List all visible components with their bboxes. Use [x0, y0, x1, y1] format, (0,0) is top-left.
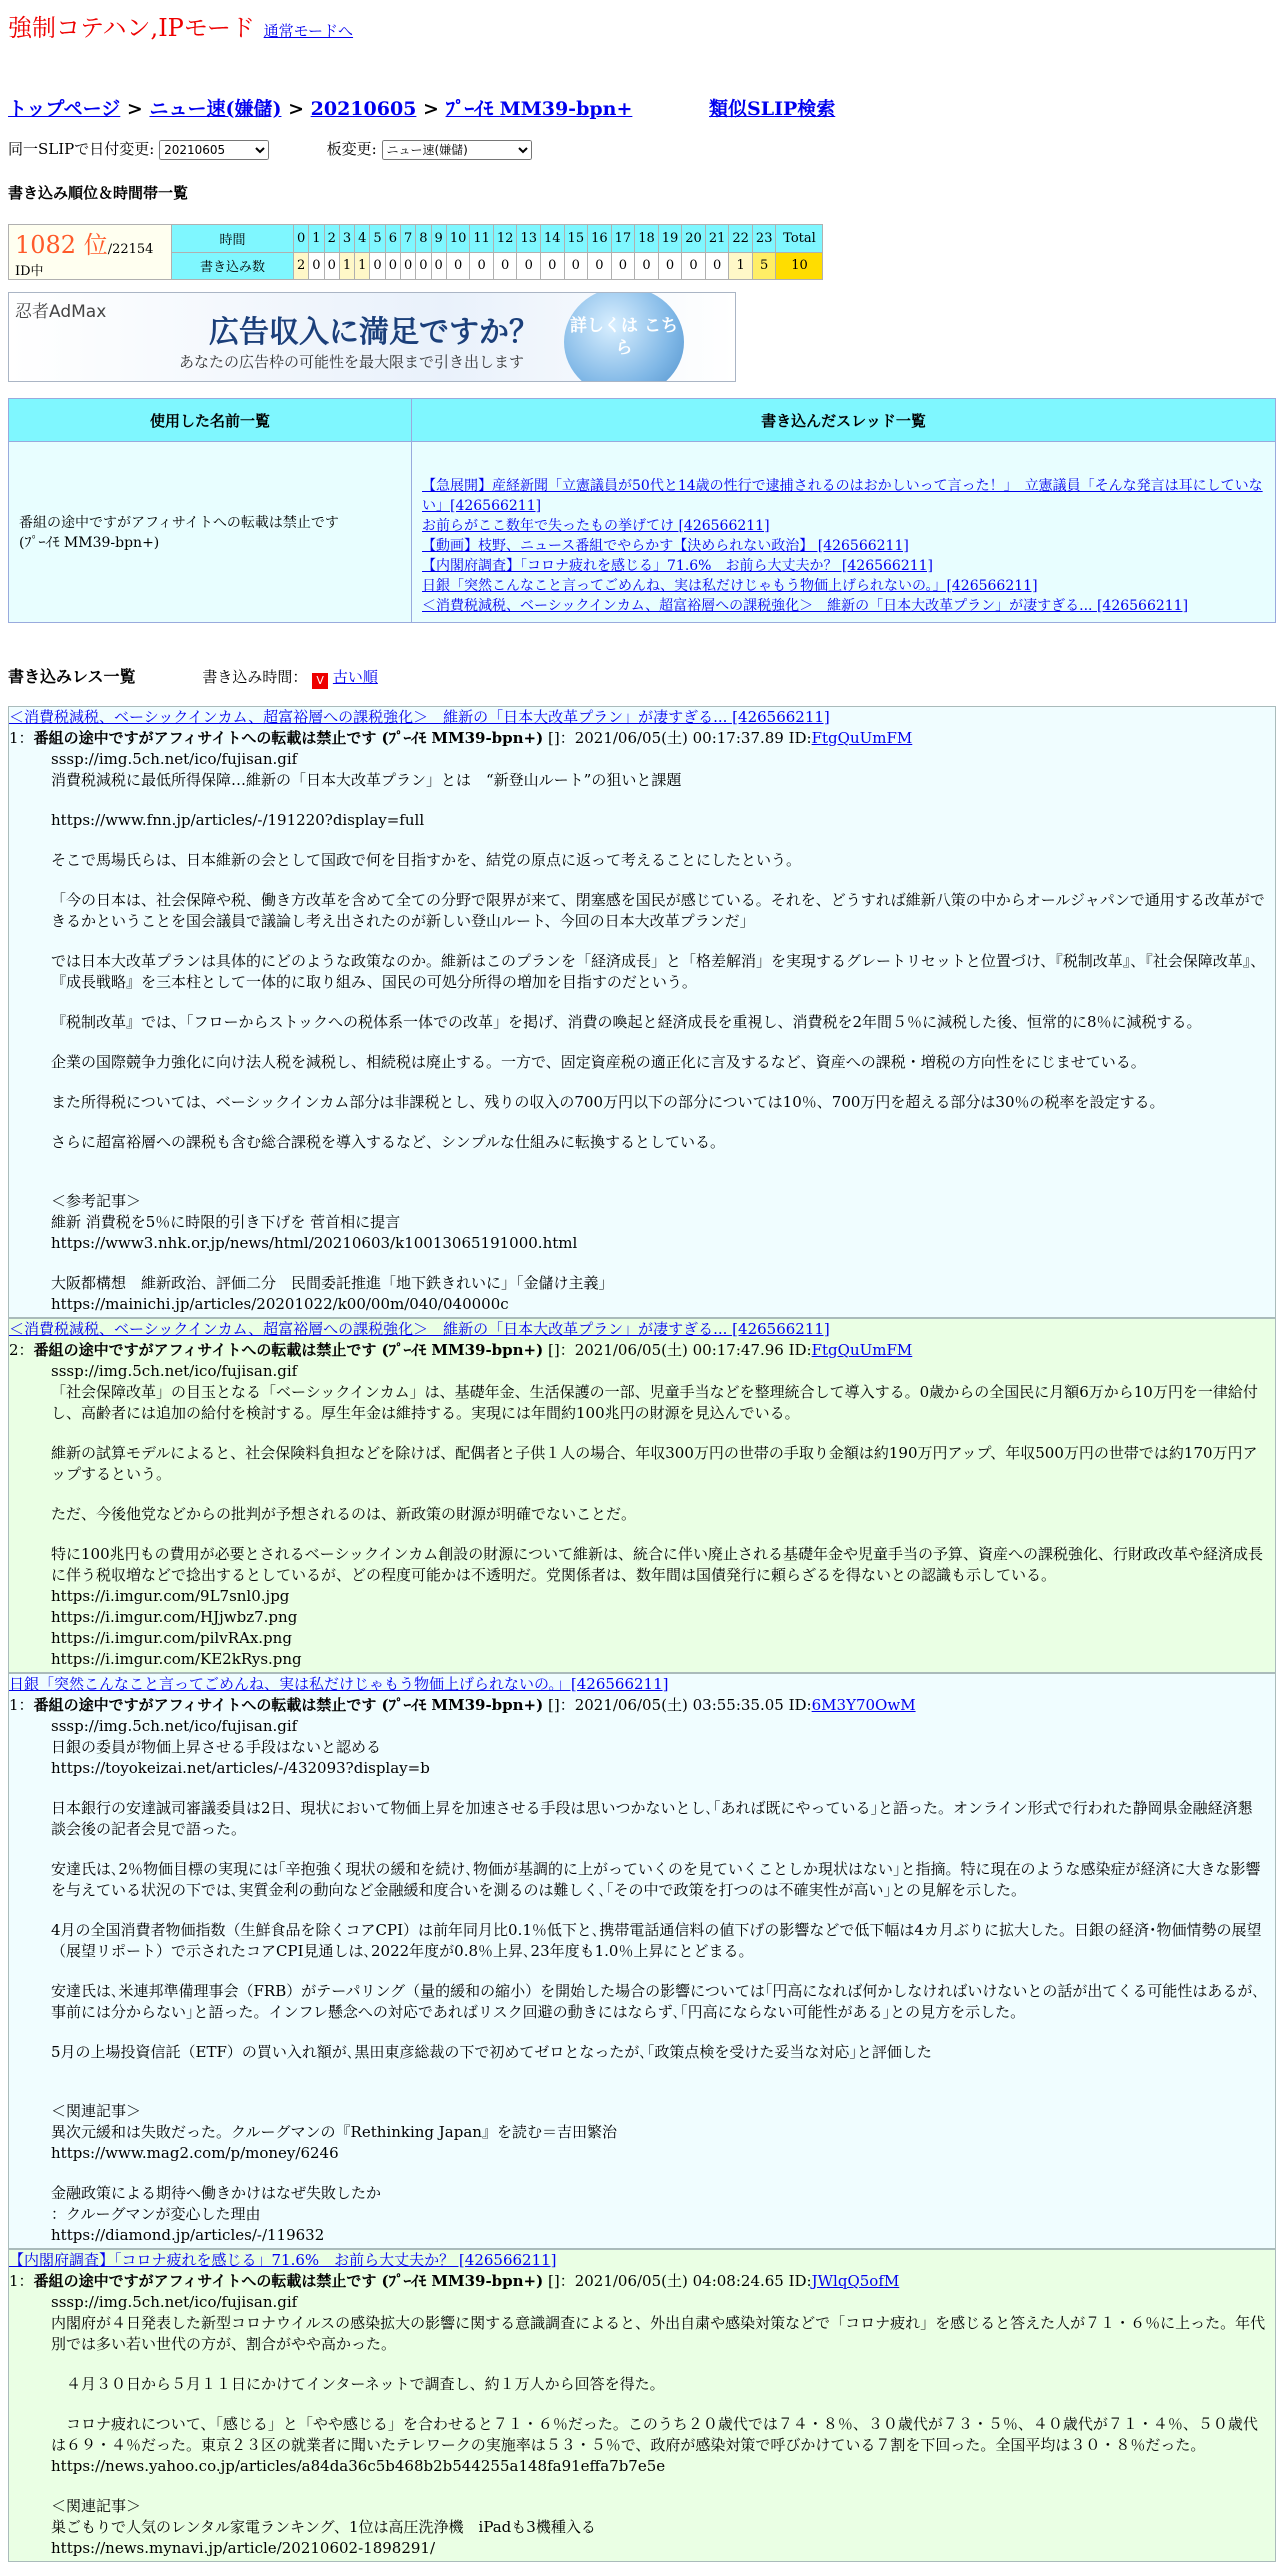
post-number: 1 — [9, 729, 19, 747]
post-thread-link[interactable]: 【内閣府調査】「コロナ疲れを感じる」71.6% お前ら大丈夫か？ [426566211] — [9, 2251, 557, 2269]
count-cell: 0 — [370, 252, 385, 280]
hour-cell: 4 — [355, 225, 370, 253]
res-list-header — [8, 664, 378, 689]
board-change-label: 板変更: — [326, 140, 377, 158]
post-line: 日本銀行の安達誠司審議委員は2日、現状において物価上昇を加速させる手段は思いつかないとし､｢あれば既にやっている｣と語った。オンライン形式で行われた静岡県金融経済懇談会後の記者会見で語った。 — [51, 1799, 1253, 1838]
post-line: 内閣府が４日発表した新型コロナウイルスの感染拡大の影響に関する意識調査によると、外出自粛や感染対策などで「コロナ疲れ」を感じると答えた人が７１・６％に上った。年代別では多い若い世代の方が、割合がやや高かった。 — [51, 2314, 1266, 2353]
count-cell: 1 — [339, 252, 354, 280]
time-label: 時間 — [172, 225, 294, 253]
count-cell: 5 — [752, 252, 776, 280]
thread-link[interactable]: 【急展開】産経新聞「立憲議員が50代と14歳の性行で逮捕されるのはおかしいって言った！」 立憲議員「そんな発言は耳にしていない」[426566211] — [422, 478, 1263, 514]
post-line: 5月の上場投資信託（ETF）の買い入れ額が､黒田東彦総裁の下で初めてゼロとなったが､｢政策点検を受けた妥当な対応｣と評価した — [51, 2043, 932, 2061]
normal-mode-link[interactable]: 通常モードへ — [263, 22, 354, 40]
hour-cell: 9 — [431, 225, 446, 253]
post-line: 安達氏は､米連邦準備理事会（FRB）がテーパリング（量的緩和の縮小）を開始した場合の影響については｢円高になれば何かしなければいけないとの話が出てくる可能性はあるが､事前には分からない｣と語った。インフレ懸念への対応であればリスク回避の動きにはならず､｢円高にならない可能性がある｣との見方を示した。 — [51, 1982, 1260, 2021]
rank-heading: 書き込み順位＆時間帯一覧 — [8, 184, 189, 202]
threads-cell — [412, 442, 1276, 623]
post-line: 大阪都構想 維新政治、評価二分 民間委託推進「地下鉄きれいに」「金儲け主義」 — [51, 1274, 614, 1292]
post-line: 安達氏は､2％物価目標の実現には｢辛抱強く現状の緩和を続け､物価が基調的に上がっていくのを見ていくことしか現状はない｣と指摘。特に現在のような感染症が経済に大きな影響を与えている状況の下では､実質金利の動向など金融緩和度合いを測るのは難しく､｢その中で政策を打つのは不確実性が高い｣との見解を示した。 — [51, 1860, 1261, 1899]
hour-cell: 20 — [682, 225, 706, 253]
count-cell: 0 — [493, 252, 517, 280]
post-author: 番組の途中ですがアフィサイトへの転載は禁止です (ﾌﾟｰｲﾓ MM39-bpn+) — [33, 1341, 544, 1359]
post-line: では日本大改革プランは具体的にどのような政策なのか。維新はこのプランを「経済成長」と「格差解消」を実現するグレートリセットと位置づけ、『税制改革』、『社会保障改革』、『成長戦略』を三本柱として一体的に取り組み、国民の可処分所得の増加を目指すのだという。 — [51, 952, 1266, 991]
post-line: https://www.mag2.com/p/money/6246 — [51, 2144, 339, 2162]
post-number: 1 — [9, 1696, 19, 1714]
hour-cell: 17 — [611, 225, 635, 253]
breadcrumb — [8, 94, 835, 121]
post-line: https://i.imgur.com/HJjwbz7.png — [51, 1608, 298, 1626]
post-number: 1 — [9, 2272, 19, 2290]
post-body — [51, 2292, 1267, 2559]
count-cell: 0 — [611, 252, 635, 280]
breadcrumb-board[interactable]: ニュー速(嫌儲) — [149, 98, 282, 120]
thread-link[interactable]: お前らがここ数年で失ったもの挙げてけ [426566211] — [422, 518, 770, 534]
board-select[interactable] — [382, 140, 532, 160]
hour-cell: 11 — [470, 225, 494, 253]
post-line: ＜関連記事＞ — [51, 2497, 142, 2515]
post-body — [51, 1716, 1267, 2246]
hour-cell: 8 — [416, 225, 431, 253]
post-line: sssp://img.5ch.net/ico/fujisan.gif — [51, 750, 298, 768]
post-id-link[interactable]: 6M3Y70OwM — [811, 1696, 916, 1714]
post-line: 「今の日本は、社会保障や税、働き方改革を含めて全ての分野で限界が来て、閉塞感を国民が感じている。それを、どうすれば維新八策の中からオールジャパンで通用する改革ができるかということを国会議員で議論し考え出されたのが新しい登山ルート、今回の日本大改革プランだ」 — [51, 891, 1265, 930]
post-time-label: 書き込み時間： — [202, 668, 308, 686]
hour-cell: 19 — [658, 225, 682, 253]
post-line: 異次元緩和は失敗だった。クルーグマンの『Rethinking Japan』を読む＝吉田繁治 — [51, 2123, 617, 2141]
count-cell: 0 — [658, 252, 682, 280]
used-name-id: (ﾌﾟｰｲﾓ MM39-bpn+) — [19, 535, 160, 551]
hour-cell: 10 — [446, 225, 470, 253]
count-cell: 1 — [729, 252, 753, 280]
post-line: https://toyokeizai.net/articles/-/432093?display=b — [51, 1759, 430, 1777]
post-thread-link[interactable]: ＜消費税減税、ベーシックインカム、超富裕層への課税強化＞ 維新の「日本大改革プラン」が凄すぎる... [426566211] — [9, 708, 830, 726]
breadcrumb-separator: > — [288, 98, 304, 120]
hour-cell: 14 — [541, 225, 565, 253]
names-threads-table — [8, 398, 1276, 623]
post-body — [51, 749, 1267, 1315]
post-body — [51, 1361, 1267, 1670]
post-line: 「社会保障改革」の目玉となる「ベーシックインカム」は、基礎年金、生活保護の一部、児童手当などを整理統合して導入する。0歳からの全国民に月額6万から10万円を一律給付し、高齢者には追加の給付を検討する。厚生年金は維持する。実現には年間約100兆円の財源を見込んでいる。 — [51, 1383, 1258, 1422]
thread-link[interactable]: 【内閣府調査】「コロナ疲れを感じる」71.6% お前ら大丈夫か？ [426566211] — [422, 558, 934, 574]
post-line: https://diamond.jp/articles/-/119632 — [51, 2226, 325, 2244]
post-meta: []：2021/06/05(土) 00:17:47.96 ID: — [543, 1341, 812, 1359]
post-line: 特に100兆円もの費用が必要とされるベーシックインカム創設の財源について維新は、統合に伴い廃止される基礎年金や児童手当の予算、資産への課税強化、行財政改革や経済成長に伴う税収増などで捻出するとしているが、どの程度可能かは不透明だ。党関係者は、数年間は国債発行に頼らざるを得ないとの認識も示している。 — [51, 1545, 1263, 1584]
post-meta: []：2021/06/05(土) 03:55:35.05 ID: — [543, 1696, 812, 1714]
ad-subtext: あなたの広告枠の可能性を最大限まで引き出します — [179, 353, 525, 371]
post-line: 金融政策による期待へ働きかけはなぜ失敗したか — [51, 2184, 382, 2202]
breadcrumb-top[interactable]: トップページ — [8, 98, 121, 120]
post-line: https://www3.nhk.or.jp/news/html/20210603/k10013065191000.html — [51, 1234, 578, 1252]
hour-cell: 21 — [705, 225, 729, 253]
rank-position: 1082 位 — [15, 231, 108, 259]
count-cell: 0 — [400, 252, 415, 280]
count-label: 書き込み数 — [172, 252, 294, 280]
threads-column-header: 書き込んだスレッド一覧 — [412, 399, 1276, 442]
hour-cell: 23 — [752, 225, 776, 253]
post-id-link[interactable]: FtgQuUmFM — [811, 1341, 913, 1359]
count-cell: 0 — [564, 252, 588, 280]
count-cell: 0 — [682, 252, 706, 280]
count-cell: 1 — [355, 252, 370, 280]
post-meta: []：2021/06/05(土) 04:08:24.65 ID: — [543, 2272, 812, 2290]
post-line: ただ、今後他党などからの批判が予想されるのは、新政策の財源が明確でないことだ。 — [51, 1505, 637, 1523]
post-thread-link[interactable]: 日銀「突然こんなこと言ってごめんね、実は私だけじゃもう物価上げられないの。」[426566211] — [9, 1675, 669, 1693]
ad-logo: 忍者AdMax — [15, 302, 107, 322]
post-line: https://i.imgur.com/9L7snl0.jpg — [51, 1587, 290, 1605]
hour-cell: 7 — [400, 225, 415, 253]
hour-cell: 5 — [370, 225, 385, 253]
post-author: 番組の途中ですがアフィサイトへの転載は禁止です (ﾌﾟｰｲﾓ MM39-bpn+) — [33, 2272, 544, 2290]
count-cell: 2 — [294, 252, 309, 280]
count-cell: 0 — [446, 252, 470, 280]
breadcrumb-date[interactable]: 20210605 — [310, 98, 417, 120]
used-name: 番組の途中ですがアフィサイトへの転載は禁止です — [19, 515, 339, 531]
hour-cell: 22 — [729, 225, 753, 253]
breadcrumb-separator: > — [126, 98, 143, 120]
post-line: ＜関連記事＞ — [51, 2102, 142, 2120]
post — [8, 1673, 1276, 2249]
post-line: sssp://img.5ch.net/ico/fujisan.gif — [51, 1717, 298, 1735]
hour-cell: 13 — [517, 225, 541, 253]
post-line: 『税制改革』では、「フローからストックへの税体系一体での改革」を掲げ、消費の喚起と経済成長を重視し、消費税を2年間５％に減税した後、恒常的に8％に減税する。 — [51, 1013, 1202, 1031]
hour-cell: 15 — [564, 225, 588, 253]
post-id-link[interactable]: JWlqQ5ofM — [811, 2272, 900, 2290]
post-line: https://news.yahoo.co.jp/articles/a84da36c5b468b2b544255a148fa91effa7b7e5e — [51, 2457, 666, 2475]
selects-row — [8, 138, 532, 160]
names-cell — [9, 442, 412, 623]
post-line: https://www.fnn.jp/articles/-/191220?display=full — [51, 811, 425, 829]
similar-slip-search-link[interactable]: 類似SLIP検索 — [709, 98, 836, 120]
rank-cell — [9, 225, 172, 280]
post-line: 消費税減税に最低所得保障…維新の「日本大改革プラン」とは “新登山ルート”の狙いと課題 — [51, 771, 682, 789]
posts-list — [8, 706, 1276, 2562]
breadcrumb-slip[interactable]: ﾌﾟｰｲﾓ MM39-bpn+ — [445, 98, 633, 120]
post-line: また所得税については、ベーシックインカム部分は非課税とし、残りの収入の700万円以下の部分については10％、700万円を超える部分は30％の税率を設定する。 — [51, 1093, 1165, 1111]
post-id-link[interactable]: FtgQuUmFM — [811, 729, 913, 747]
mode-bar — [8, 8, 353, 43]
count-cell: 0 — [635, 252, 659, 280]
date-select[interactable] — [159, 140, 269, 160]
hour-cell: 12 — [493, 225, 517, 253]
hour-cell: 16 — [588, 225, 612, 253]
breadcrumb-separator: > — [423, 98, 439, 120]
post-number: 2 — [9, 1341, 19, 1359]
count-cell: 0 — [705, 252, 729, 280]
post-line: ＜参考記事＞ — [51, 1192, 142, 1210]
post-line: ：クルーグマンが変心した理由 — [51, 2205, 261, 2223]
hour-cell: 2 — [324, 225, 339, 253]
count-cell: 0 — [588, 252, 612, 280]
count-cell: 0 — [416, 252, 431, 280]
count-cell: 0 — [309, 252, 324, 280]
post-header: 1：番組の途中ですがアフィサイトへの転載は禁止です (ﾌﾟｰｲﾓ MM39-bpn+) []：2021/06/05(土) 03:55:35.05 ID:6M3Y70OwM — [9, 1696, 916, 1714]
hour-cell: 18 — [635, 225, 659, 253]
hour-cell: 1 — [309, 225, 324, 253]
post-line: https://mainichi.jp/articles/20201022/k00/00m/040/040000c — [51, 1295, 509, 1313]
count-cell: 0 — [385, 252, 400, 280]
post-header: 1：番組の途中ですがアフィサイトへの転載は禁止です (ﾌﾟｰｲﾓ MM39-bpn+) []：2021/06/05(土) 00:17:37.89 ID:FtgQuUmFM — [9, 729, 913, 747]
ad-banner[interactable] — [8, 292, 736, 382]
thread-link[interactable]: ＜消費税減税、ベーシックインカム、超富裕層への課税強化＞ 維新の「日本大改革プラン」が凄すぎる... [426566211] — [422, 598, 1189, 614]
thread-link[interactable]: 日銀「突然こんなこと言ってごめんね、実は私だけじゃもう物価上げられないの。」[426566211] — [422, 578, 1038, 594]
post-line: 巣ごもりで人気のレンタル家電ランキング、1位は高圧洗浄機 iPadも3機種入る — [51, 2518, 596, 2536]
post-line: さらに超富裕層への課税も含む総合課税を導入するなど、シンプルな仕組みに転換するとしている。 — [51, 1133, 726, 1151]
sort-icon: V — [312, 673, 328, 689]
date-change-label: 同一SLIPで日付変更: — [8, 140, 155, 158]
res-list-title: 書き込みレス一覧 — [8, 667, 136, 686]
post-line: 日銀の委員が物価上昇させる手段はないと認める — [51, 1738, 382, 1756]
ad-headline: 広告収入に満足ですか？ — [209, 315, 539, 350]
ad-details-badge[interactable]: 詳しくは こちら — [564, 292, 684, 382]
hour-cell: 3 — [339, 225, 354, 253]
post-line: https://i.imgur.com/KE2kRys.png — [51, 1650, 302, 1668]
post — [8, 1318, 1276, 1673]
post-line: sssp://img.5ch.net/ico/fujisan.gif — [51, 2293, 298, 2311]
count-cell: 0 — [431, 252, 446, 280]
count-cell: 0 — [324, 252, 339, 280]
post-line: コロナ疲れについて、「感じる」と「やや感じる」を合わせると７１・６％だった。このうち２０歳代では７４・８％、３０歳代が７３・５％、４０歳代が７１・４％、５０歳代は６９・４％だった。東京２３区の就業者に聞いたテレワークの実施率は５３・５％で、政府が感染対策で呼びかけている７割を下回った。全国平均は３０・８％だった。 — [51, 2415, 1258, 2454]
post-line: https://i.imgur.com/pilvRAx.png — [51, 1629, 292, 1647]
post-line: ４月３０日から５月１１日にかけてインターネットで調査し、約１万人から回答を得た。 — [51, 2375, 665, 2393]
sort-oldest-link[interactable]: 古い順 — [332, 668, 378, 686]
post — [8, 706, 1276, 1318]
hour-cell: 0 — [294, 225, 309, 253]
rank-total: /22154 ID中 — [15, 242, 154, 279]
thread-link[interactable]: 【動画】枝野、ニュース番組でやらかす【決められない政治】 [426566211] — [422, 538, 909, 554]
post-header: 1：番組の途中ですがアフィサイトへの転載は禁止です (ﾌﾟｰｲﾓ MM39-bpn+) []：2021/06/05(土) 04:08:24.65 ID:JWlqQ5ofM — [9, 2272, 900, 2290]
post-line: 維新 消費税を5％に時限的引き下げを 菅首相に提言 — [51, 1213, 401, 1231]
count-cell: 0 — [517, 252, 541, 280]
post-author: 番組の途中ですがアフィサイトへの転載は禁止です (ﾌﾟｰｲﾓ MM39-bpn+) — [33, 729, 544, 747]
hour-cell: 6 — [385, 225, 400, 253]
post-line: sssp://img.5ch.net/ico/fujisan.gif — [51, 1362, 298, 1380]
hour-cell: Total — [776, 225, 823, 253]
post-line: 維新の試算モデルによると、社会保険料負担などを除けば、配偶者と子供１人の場合、年収300万円の世帯の手取り金額は約190万円アップ、年収500万円の世帯では約170万円アップするという。 — [51, 1444, 1258, 1483]
post-line: そこで馬場氏らは、日本維新の会として国政で何を目指すかを、結党の原点に返って考えることにしたという。 — [51, 851, 802, 869]
post-line: 4月の全国消費者物価指数（生鮮食品を除くコアCPI）は前年同月比0.1％低下と､携帯電話通信料の値下げの影響などで低下幅は4カ月ぶりに拡大した。日銀の経済･物価情勢の展望（展望リポート）で示されたコアCPI見通しは､2022年度が0.8％上昇､23年度も1.0％上昇にとどまる。 — [51, 1921, 1262, 1960]
post-header: 2：番組の途中ですがアフィサイトへの転載は禁止です (ﾌﾟｰｲﾓ MM39-bpn+) []：2021/06/05(土) 00:17:47.96 ID:FtgQuUmFM — [9, 1341, 913, 1359]
count-cell: 0 — [470, 252, 494, 280]
post-line: 企業の国際競争力強化に向け法人税を減税し、相続税は廃止する。一方で、固定資産税の適正化に言及するなど、資産への課税・増税の方向性をにじませている。 — [51, 1053, 1146, 1071]
post-line: https://news.mynavi.jp/article/20210602-1898291/ — [51, 2539, 436, 2557]
post-meta: []：2021/06/05(土) 00:17:37.89 ID: — [543, 729, 812, 747]
names-column-header: 使用した名前一覧 — [9, 399, 412, 442]
post-author: 番組の途中ですがアフィサイトへの転載は禁止です (ﾌﾟｰｲﾓ MM39-bpn+) — [33, 1696, 544, 1714]
post — [8, 2249, 1276, 2562]
post-thread-link[interactable]: ＜消費税減税、ベーシックインカム、超富裕層への課税強化＞ 維新の「日本大改革プラン」が凄すぎる... [426566211] — [9, 1320, 830, 1338]
count-cell: 0 — [541, 252, 565, 280]
rank-table — [8, 224, 823, 280]
mode-title: 強制コテハン,IPモード — [8, 14, 255, 42]
count-cell: 10 — [776, 252, 823, 280]
